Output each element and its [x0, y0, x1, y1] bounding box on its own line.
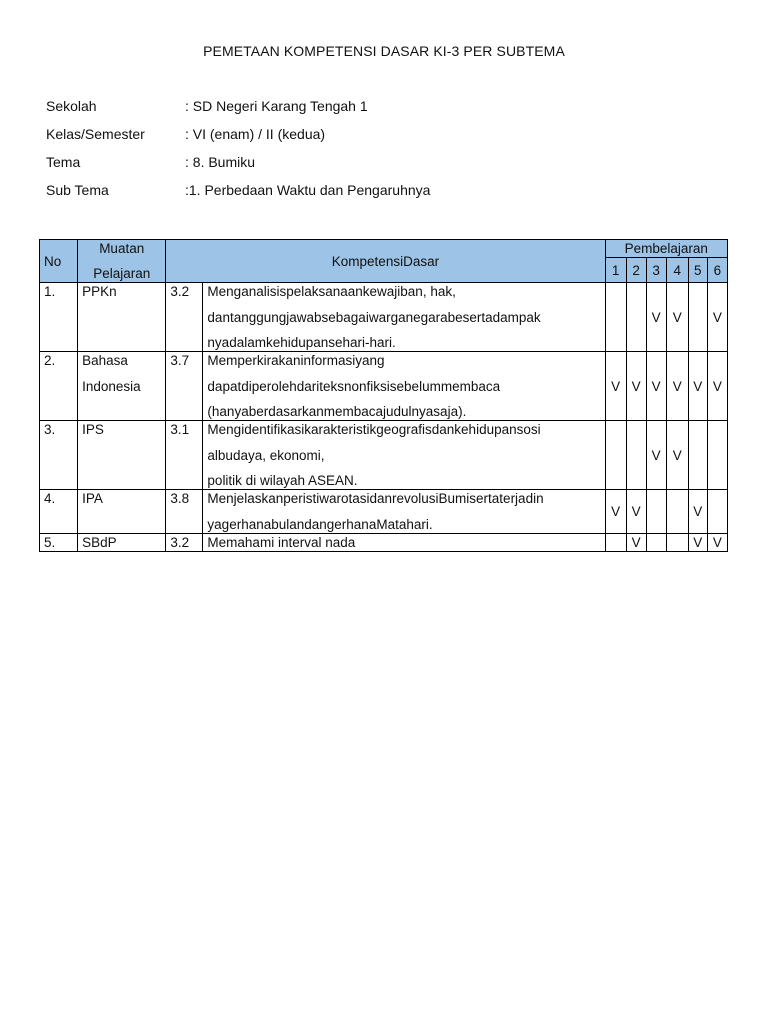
kd-line: politik di wilayah ASEAN.	[207, 473, 358, 488]
header-col-6: 6	[707, 258, 727, 283]
check-cell: V	[707, 533, 727, 551]
check-cell: V	[646, 352, 666, 421]
info-value: : 8. Bumiku	[185, 154, 256, 170]
row-no: 2.	[40, 352, 78, 421]
header-muatan	[78, 240, 166, 283]
check-cell: V	[646, 421, 666, 490]
check-cell	[646, 490, 666, 534]
table-row	[40, 533, 728, 551]
kd-line: nyadalamkehidupansehari-hari.	[207, 335, 396, 350]
row-kd	[203, 490, 605, 534]
table-row	[40, 283, 728, 352]
check-cell	[605, 421, 626, 490]
info-label: Tema	[46, 154, 81, 170]
row-kd	[203, 283, 605, 352]
info-label: Sub Tema	[46, 182, 109, 198]
info-row-subtema	[46, 182, 430, 210]
check-cell	[666, 490, 688, 534]
check-cell	[646, 533, 666, 551]
kd-line: yagerhanabulandangerhanaMatahari.	[207, 516, 433, 532]
kd-line: albudaya, ekonomi,	[207, 447, 325, 463]
row-subject: SBdP	[78, 533, 166, 551]
check-cell: V	[688, 352, 707, 421]
row-kd: Memahami interval nada	[203, 533, 605, 551]
info-label: Sekolah	[46, 98, 97, 114]
header-col-4: 4	[666, 258, 688, 283]
check-cell: V	[605, 352, 626, 421]
table-row	[40, 490, 728, 534]
kd-line: MenjelaskanperistiwarotasidanrevolusiBumisertaterjadin	[207, 491, 544, 506]
table-row	[40, 352, 728, 421]
row-code: 3.1	[166, 421, 203, 490]
check-cell	[626, 283, 646, 352]
row-subject: PPKn	[78, 283, 166, 352]
info-label: Kelas/Semester	[46, 126, 145, 142]
check-cell: V	[626, 533, 646, 551]
header-col-2: 2	[626, 258, 646, 283]
check-cell	[707, 421, 727, 490]
check-cell: V	[707, 352, 727, 421]
row-no: 3.	[40, 421, 78, 490]
info-value: :1. Perbedaan Waktu dan Pengaruhnya	[185, 182, 431, 198]
row-no: 1.	[40, 283, 78, 352]
check-cell: V	[605, 490, 626, 534]
check-cell: V	[688, 490, 707, 534]
subject-line: Indonesia	[82, 378, 141, 394]
header-no: No	[40, 240, 78, 283]
check-cell	[605, 533, 626, 551]
competency-table	[39, 239, 728, 552]
kd-line: Mengidentifikasikarakteristikgeografisdankehidupansosi	[207, 422, 541, 437]
row-subject	[78, 352, 166, 421]
check-cell	[666, 533, 688, 551]
row-kd	[203, 421, 605, 490]
table-row	[40, 421, 728, 490]
check-cell	[626, 421, 646, 490]
row-code: 3.7	[166, 352, 203, 421]
header-muatan-line2: Pelajaran	[93, 266, 151, 281]
kd-line: dapatdiperolehdariteksnonfiksisebelummembaca	[207, 378, 501, 394]
kd-line: (hanyaberdasarkanmembacajudulnyasaja).	[207, 404, 467, 419]
row-code: 3.8	[166, 490, 203, 534]
info-row-kelas	[46, 126, 430, 154]
check-cell: V	[646, 283, 666, 352]
kd-line: Menganalisispelaksanaankewajiban, hak,	[207, 284, 456, 299]
kd-line: dantanggungjawabsebagaiwarganegarabesertadampak	[207, 309, 541, 325]
kd-line: Memperkirakaninformasiyang	[207, 353, 385, 368]
row-kd	[203, 352, 605, 421]
check-cell	[707, 490, 727, 534]
check-cell: V	[666, 421, 688, 490]
info-value: : VI (enam) / II (kedua)	[185, 126, 326, 142]
info-row-sekolah	[46, 98, 430, 126]
info-value: : SD Negeri Karang Tengah 1	[185, 98, 368, 114]
info-row-tema	[46, 154, 430, 182]
check-cell	[688, 421, 707, 490]
check-cell: V	[666, 352, 688, 421]
info-block	[46, 98, 430, 210]
check-cell: V	[666, 283, 688, 352]
check-cell: V	[707, 283, 727, 352]
header-pembelajaran: Pembelajaran	[605, 240, 727, 258]
check-cell: V	[688, 533, 707, 551]
header-kd: KompetensiDasar	[166, 240, 605, 283]
subject-line: Bahasa	[82, 353, 128, 368]
row-subject: IPS	[78, 421, 166, 490]
check-cell	[688, 283, 707, 352]
page-title: PEMETAAN KOMPETENSI DASAR KI-3 PER SUBTEMA	[203, 43, 565, 59]
check-cell: V	[626, 490, 646, 534]
row-code: 3.2	[166, 533, 203, 551]
row-no: 5.	[40, 533, 78, 551]
header-col-5: 5	[688, 258, 707, 283]
header-col-3: 3	[646, 258, 666, 283]
header-muatan-line1: Muatan	[99, 241, 145, 256]
header-col-1: 1	[605, 258, 626, 283]
row-code: 3.2	[166, 283, 203, 352]
row-no: 4.	[40, 490, 78, 534]
row-subject: IPA	[78, 490, 166, 534]
check-cell: V	[626, 352, 646, 421]
check-cell	[605, 283, 626, 352]
